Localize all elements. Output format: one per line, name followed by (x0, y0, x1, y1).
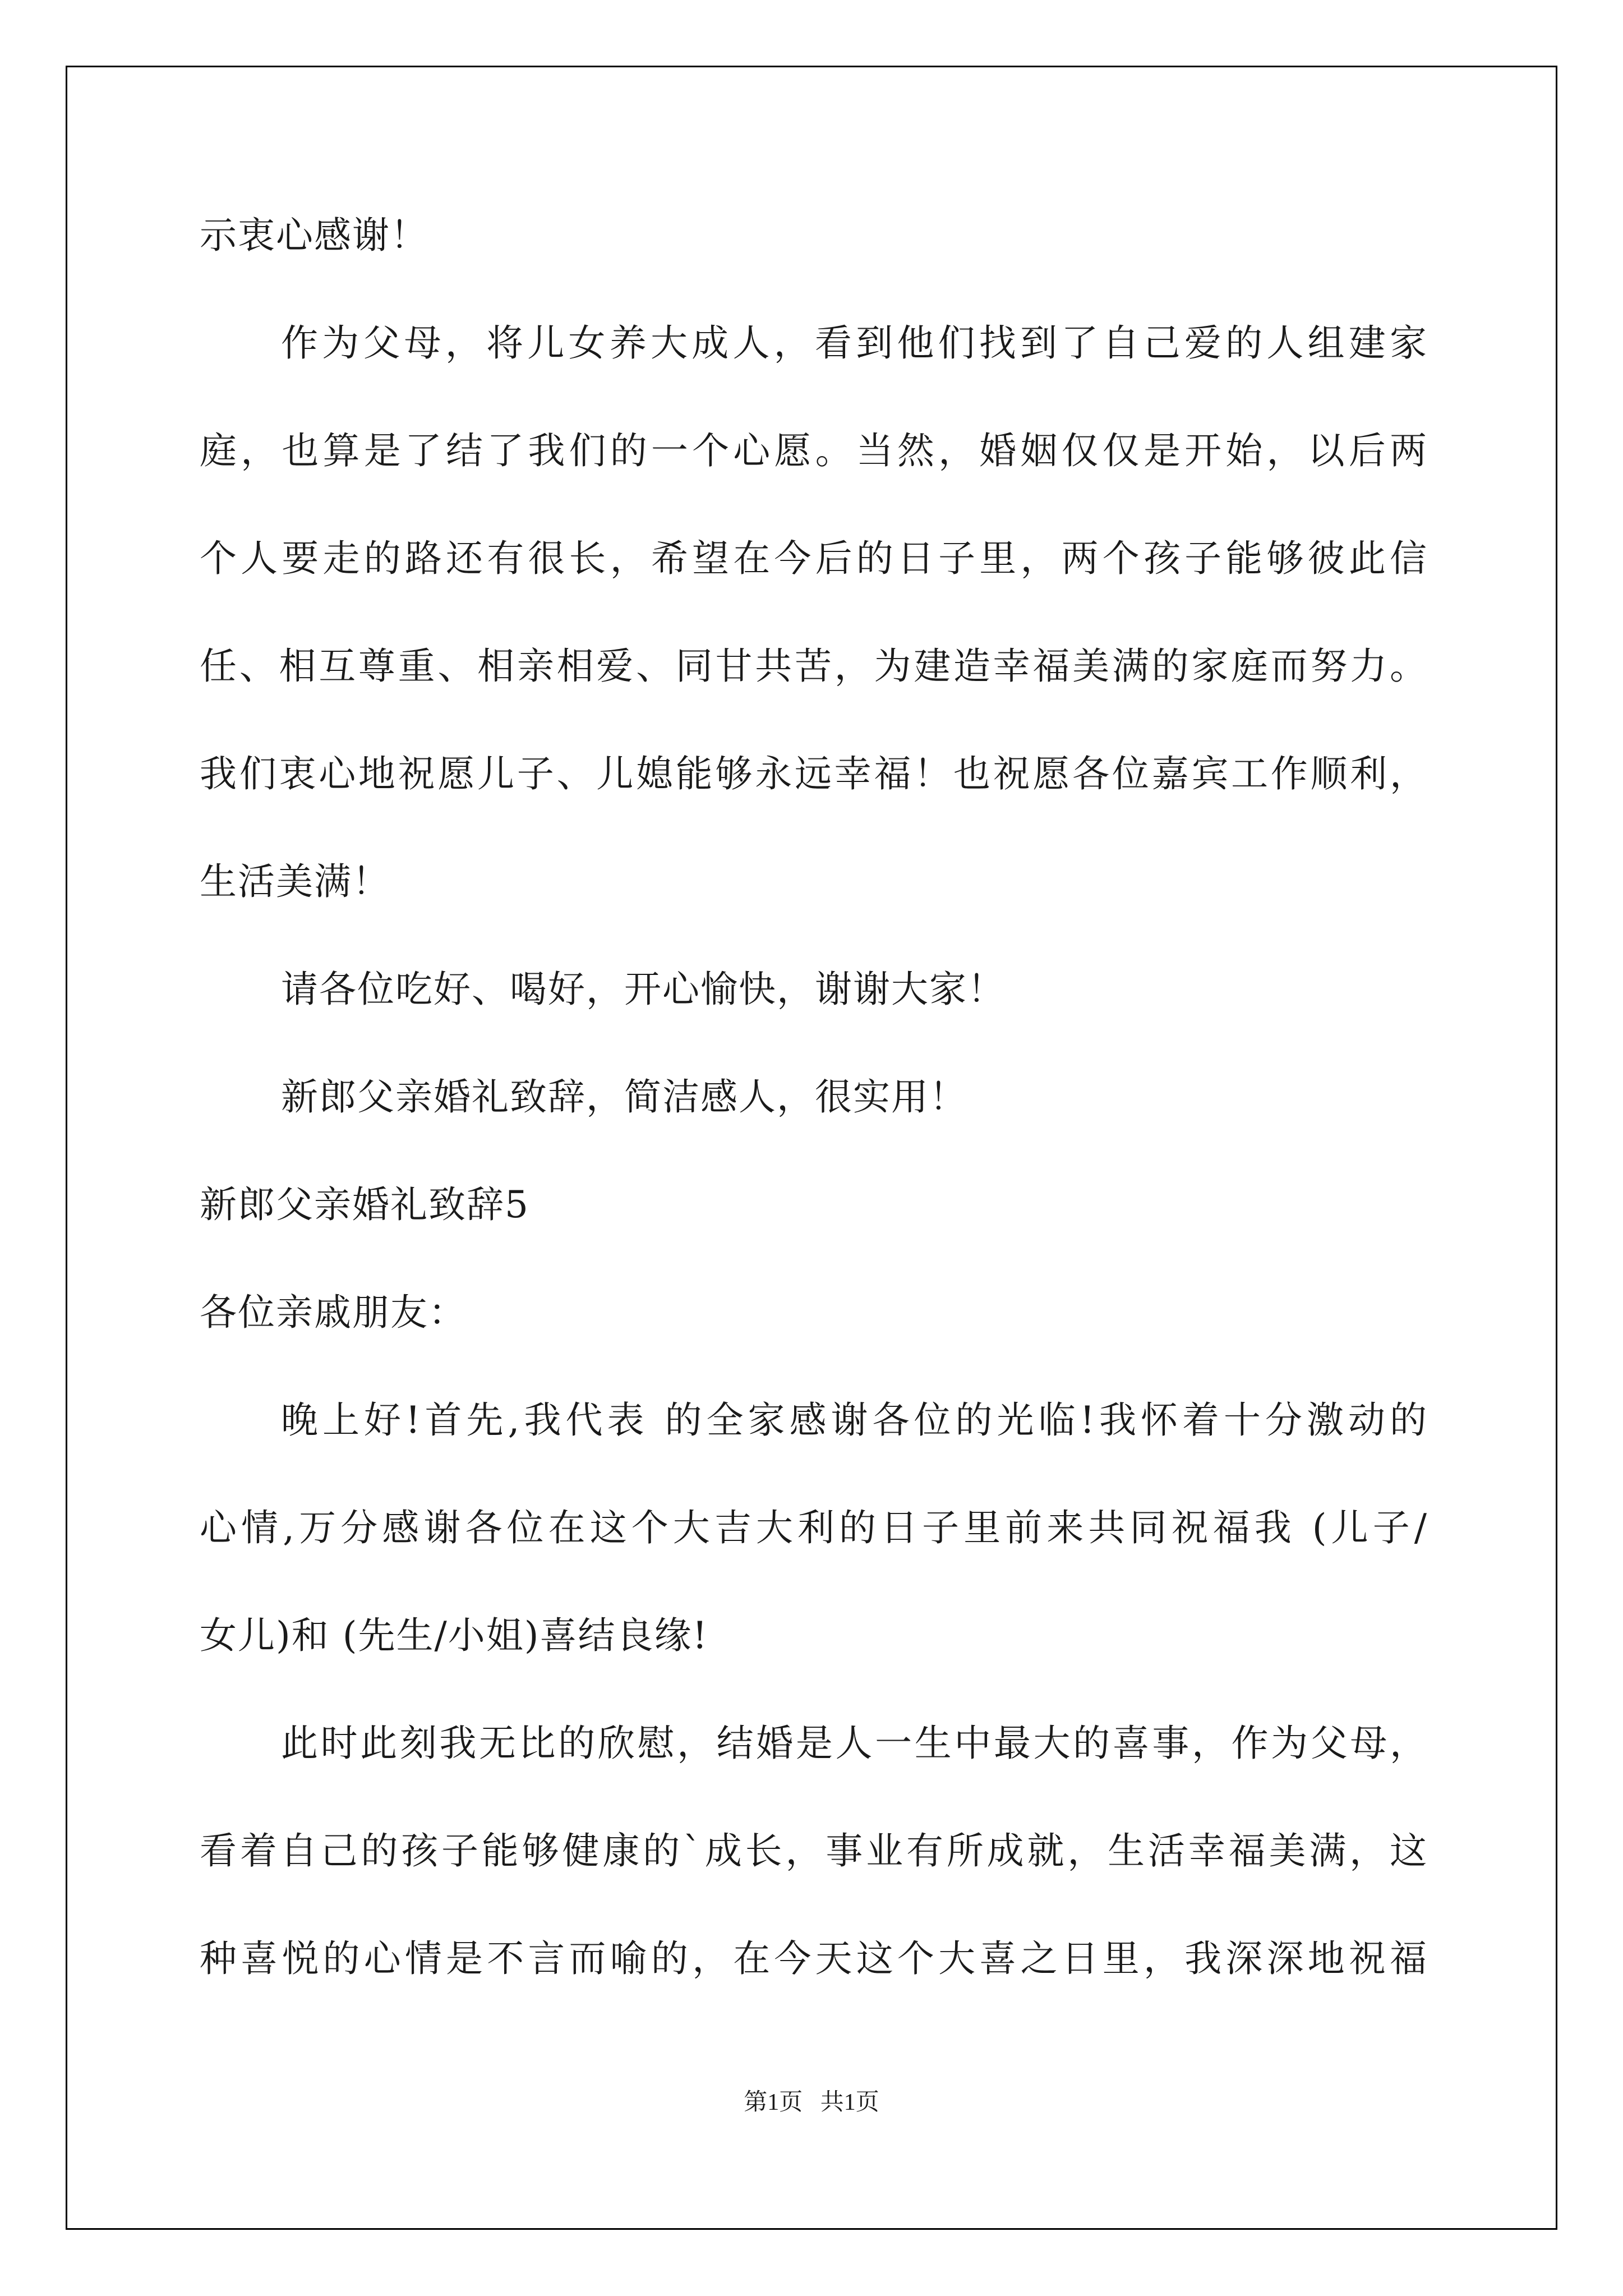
text-line: 庭，也算是了结了我们的一个心愿。当然，婚姻仅仅是开始，以后两 (200, 429, 1428, 472)
salutation: 各位亲戚朋友： (200, 1291, 467, 1334)
text-line: 我们衷心地祝愿儿子、儿媳能够永远幸福！也祝愿各位嘉宾工作顺利， (200, 752, 1428, 795)
section-heading: 新郎父亲婚礼致辞5 (200, 1183, 529, 1226)
text-line: 个人要走的路还有很长，希望在今后的日子里，两个孩子能够彼此信 (200, 537, 1428, 580)
text-line: 新郎父亲婚礼致辞，简洁感人，很实用！ (281, 1075, 967, 1119)
text-line: 晚上好!首先,我代表 的全家感谢各位的光临!我怀着十分激动的 (281, 1398, 1428, 1442)
text-line: 此时此刻我无比的欣慰，结婚是人一生中最大的喜事，作为父母， (281, 1722, 1428, 1765)
document-body (200, 208, 1428, 2039)
text-line: 任、相互尊重、相亲相爱、同甘共苦，为建造幸福美满的家庭而努力。 (200, 645, 1428, 688)
page-footer: 第1页 共1页 (744, 2090, 879, 2115)
text-line: 女儿)和 (先生/小姐)喜结良缘! (200, 1614, 708, 1657)
text-line: 心情,万分感谢各位在这个大吉大利的日子里前来共同祝福我 (儿子/ (200, 1506, 1428, 1549)
text-line: 看着自己的孩子能够健康的`成长，事业有所成就，生活幸福美满，这 (200, 1829, 1428, 1872)
text-line: 示衷心感谢！ (200, 214, 428, 257)
text-line: 作为父母，将儿女养大成人，看到他们找到了自己爱的人组建家 (281, 321, 1428, 365)
text-line: 种喜悦的心情是不言而喻的，在今天这个大喜之日里，我深深地祝福 (200, 1937, 1428, 1980)
text-line: 生活美满！ (200, 860, 390, 903)
text-line: 请各位吃好、喝好，开心愉快，谢谢大家！ (281, 968, 1006, 1011)
